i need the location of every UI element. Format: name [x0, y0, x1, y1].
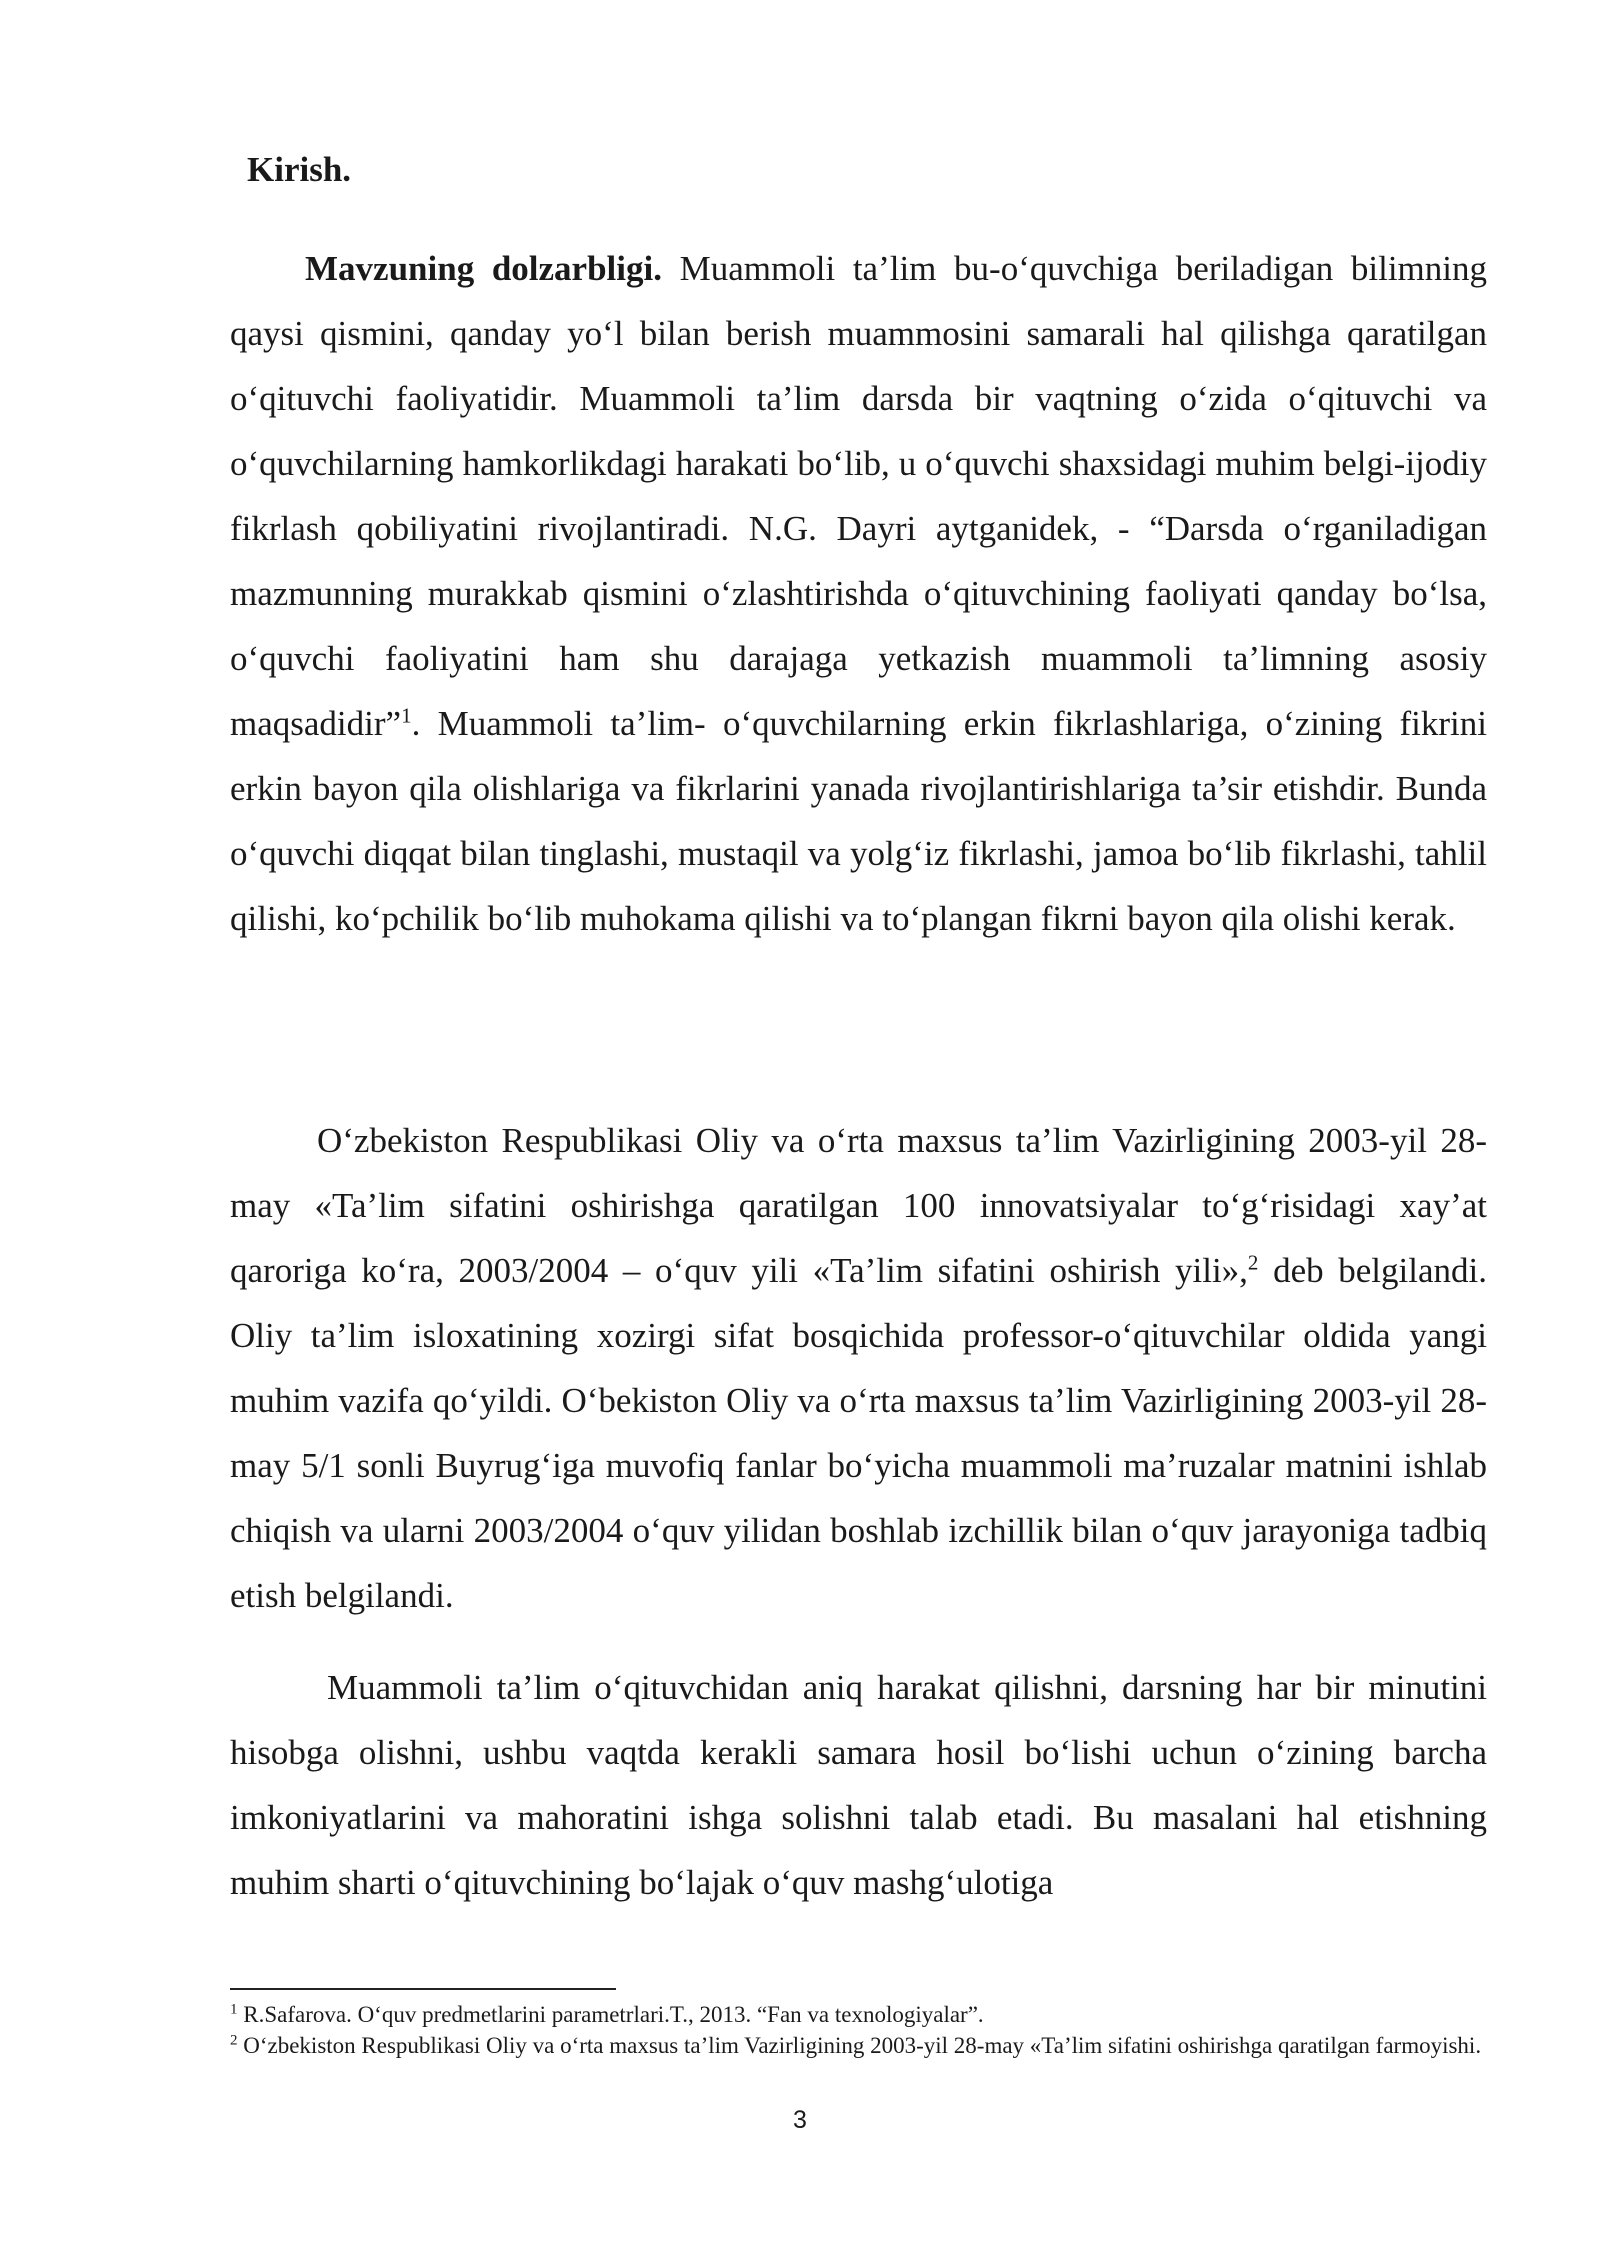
- footnote-reference[interactable]: 1: [401, 703, 412, 728]
- paragraph-lead-title: Mavzuning dolzarbligi.: [305, 249, 662, 288]
- footnote-text: R.Safarova. O‘quv predmetlarini parametrlari.T., 2013. “Fan va texnologiyalar”.: [237, 2002, 984, 2027]
- page-number: 3: [793, 2106, 807, 2134]
- paragraph-text: Muammoli ta’lim o‘qituvchidan aniq harakat qilishni, darsning har bir minutini hisobga olishni, ushbu vaqtda kerakli samara hosil bo‘lishi uchun o‘zining barcha imkoniyatlarini va mahoratini ishga solishni talab etadi. Bu masalani hal etishning muhim sharti o‘qituvchining bo‘lajak o‘quv mashg‘ulotiga: [230, 1668, 1487, 1902]
- paragraph-text: . Muammoli ta’lim- o‘quvchilarning erkin fikrlashlariga, o‘zining fikrini erkin bayon qila olishlariga va fikrlarini yanada rivojlantirishlariga ta’sir etishdir. Bunda o‘quvchi diqqat bilan tinglashi, mustaqil va yolg‘iz fikrlashi, jamoa bo‘lib fikrlashi, tahlil qilishi, ko‘pchilik bo‘lib muhokama qilishi va to‘plangan fikrni bayon qila olishi kerak.: [230, 704, 1487, 938]
- paragraph-text: deb belgilandi. Oliy ta’lim isloxatining xozirgi sifat bosqichida professor-o‘qituvchilar oldida yangi muhim vazifa qo‘yildi. O‘bekiston Oliy va o‘rta maxsus ta’lim Vazirligining 2003-yil 28-may 5/1 sonli Buyrug‘iga muvofiq fanlar bo‘yicha muammoli ma’ruzalar matnini ishlab chiqish va ularni 2003/2004 o‘quv yilidan boshlab izchillik bilan o‘quv jarayoniga tadbiq etish belgilandi.: [230, 1251, 1487, 1615]
- footnote-1: [230, 2000, 1487, 2029]
- footnote-2: [230, 2031, 1487, 2060]
- paragraph-text: O‘zbekiston Respublikasi Oliy va o‘rta maxsus ta’lim Vazirligining 2003-yil 28-may «Ta’lim sifatini oshirishga qaratilgan 100 innovatsiyalar to‘g‘risidagi xay’at qaroriga ko‘ra, 2003/2004 – o‘quv yili «Ta’lim sifatini oshirish yili»,: [230, 1121, 1487, 1290]
- footnote-separator: [230, 1988, 616, 1990]
- paragraph-teacher-role: [230, 1655, 1487, 1915]
- footnote-text: O‘zbekiston Respublikasi Oliy va o‘rta maxsus ta’lim Vazirligining 2003-yil 28-may «Ta’lim sifatini oshirishga qaratilgan farmoyishi.: [237, 2033, 1482, 2058]
- section-heading: Kirish.: [247, 150, 352, 189]
- paragraph-text: Muammoli ta’lim bu-o‘quvchiga beriladigan bilimning qaysi qismini, qanday yo‘l bilan berish muammosini samarali hal qilishga qaratilgan o‘qituvchi faoliyatidir. Muammoli ta’lim darsda bir vaqtning o‘zida o‘qituvchi va o‘quvchilarning hamkorlikdagi harakati bo‘lib, u o‘quvchi shaxsidagi muhim belgi-ijodiy fikrlash qobiliyatini rivojlantiradi. N.G. Dayri aytganidek, - “Darsda o‘rganiladigan mazmunning murakkab qismini o‘zlashtirishda o‘qituvchining faoliyati qanday bo‘lsa, o‘quvchi faoliyatini ham shu darajaga yetkazish muammoli ta’limning asosiy maqsadidir”: [230, 249, 1487, 743]
- footnote-number: 2: [230, 2032, 238, 2049]
- footnote-reference[interactable]: 2: [1247, 1250, 1259, 1275]
- footnote-number: 1: [230, 2001, 238, 2018]
- paragraph-ministry-decision: [230, 1108, 1487, 1628]
- paragraph-relevance: [230, 236, 1487, 951]
